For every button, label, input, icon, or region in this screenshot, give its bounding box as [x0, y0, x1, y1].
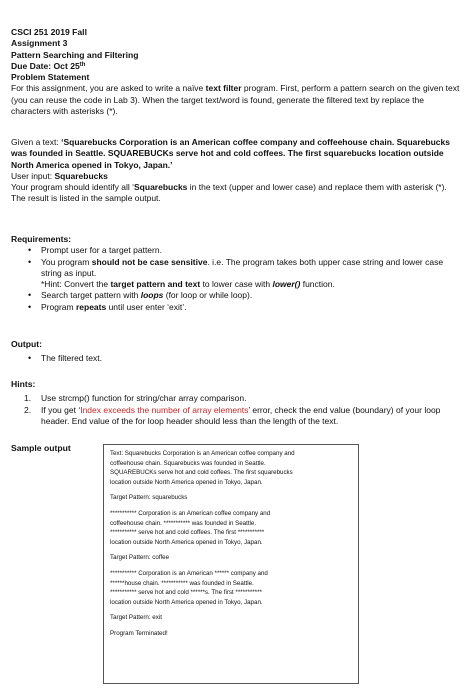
sample-output-line: Text: Squarebucks Corporation is an American coffee company and — [110, 450, 295, 457]
list-item: • Prompt user for a target pattern. — [11, 245, 463, 256]
sample-output-line: location outside North America opened in Tokyo, Japan. — [110, 598, 263, 606]
assignment-number: Assignment 3 — [11, 38, 68, 49]
sample-output-line: ******house chain. *********** was founded in Seattle. — [110, 579, 254, 587]
output-section — [11, 339, 463, 365]
user-input-line: User input: Squarebucks — [11, 170, 108, 181]
sample-output-heading: Sample output — [11, 443, 71, 453]
sample-output-line: Target Pattern: coffee — [110, 554, 170, 562]
sample-output-line: *********** Corporation is an American ****** company and — [110, 569, 268, 577]
list-item: • Program repeats until user enter ‘exit’. — [11, 302, 463, 313]
output-list — [11, 353, 463, 364]
given-text-section — [11, 137, 463, 205]
assignment-title: Pattern Searching and Filtering — [11, 49, 139, 60]
sample-output-line: location outside North America opened in Tokyo, Japan. — [110, 538, 263, 546]
list-item: • You program should not be case sensitive. i.e. The program takes both upper case string and lower case string as input. — [11, 257, 463, 280]
list-item: • The filtered text. — [11, 353, 463, 364]
requirements-list — [11, 245, 463, 313]
sample-output-box — [103, 444, 359, 684]
requirements-section — [11, 234, 463, 313]
document-header — [11, 27, 463, 117]
hint-line: *Hint: Convert the target pattern and text to lower case with lower() function. — [41, 279, 335, 290]
given-text: Given a text: ‘Squarebucks Corporation is an American coffee company and coffeehouse chain. Squarebucks was founded in Seattle. SQUAREBUCKs serve hot and cold coffees. The first squarebucks location outside North America opened in Tokyo, Japan.’ — [11, 137, 450, 170]
sample-output-line: Target Pattern: exit — [110, 614, 162, 622]
intro-paragraph: For this assignment, you are asked to write a naïve text filter program. First, perform a pattern search on the given text (you can reuse the code in Lab 3). When the target text/word is found, generate the filtered text by replace the characters with asterisks (*). — [11, 83, 460, 117]
hints-list — [11, 393, 463, 427]
problem-statement-heading: Problem Statement — [11, 72, 90, 83]
list-item: 2. If you get ‘Index exceeds the number of array elements’ error, check the end value (boundary) of your loop header. End value of the for loop header should less than the length of the text. — [24, 404, 441, 426]
due-date: Due Date: Oct 25th — [11, 60, 86, 71]
sample-output-lines — [110, 449, 352, 639]
hints-section — [11, 379, 463, 427]
sample-output-line: SQUAREBUCKs serve hot and cold coffees. The first squarebucks — [110, 469, 293, 477]
hints-heading: Hints: — [11, 379, 36, 389]
sample-output-line: coffeehouse chain. *********** was founded in Seattle. — [110, 519, 257, 527]
sample-output-line: Program Terminated! — [110, 629, 168, 637]
output-heading: Output: — [11, 339, 43, 349]
sample-output-line: coffeehouse chain. Squarebucks was founded in Seattle. — [110, 459, 266, 467]
error-message-text: Index exceeds the number of array elements — [80, 404, 249, 415]
sample-output-line: Target Pattern: squarebucks — [110, 494, 188, 502]
task-description: Your program should identify all ‘Squarebucks in the text (upper and lower case) and replace them with asterisk (*). The result is listed in the sample output. — [11, 182, 447, 204]
sample-output-line: location outside North America opened in Tokyo, Japan. — [110, 478, 263, 486]
course-title: CSCI 251 2019 Fall — [11, 27, 87, 37]
list-item: • Search target pattern with loops (for loop or while loop). — [11, 290, 463, 301]
sample-output-line: *********** Corporation is an American coffee company and — [110, 509, 271, 517]
list-item: 1. Use strcmp() function for string/char array comparison. — [24, 393, 247, 404]
sample-output-line: *********** serve hot and cold coffees. The first *********** — [110, 529, 265, 537]
sample-output-line: *********** serve hot and cold ******s. The first *********** — [110, 589, 262, 597]
requirements-heading: Requirements: — [11, 234, 72, 244]
